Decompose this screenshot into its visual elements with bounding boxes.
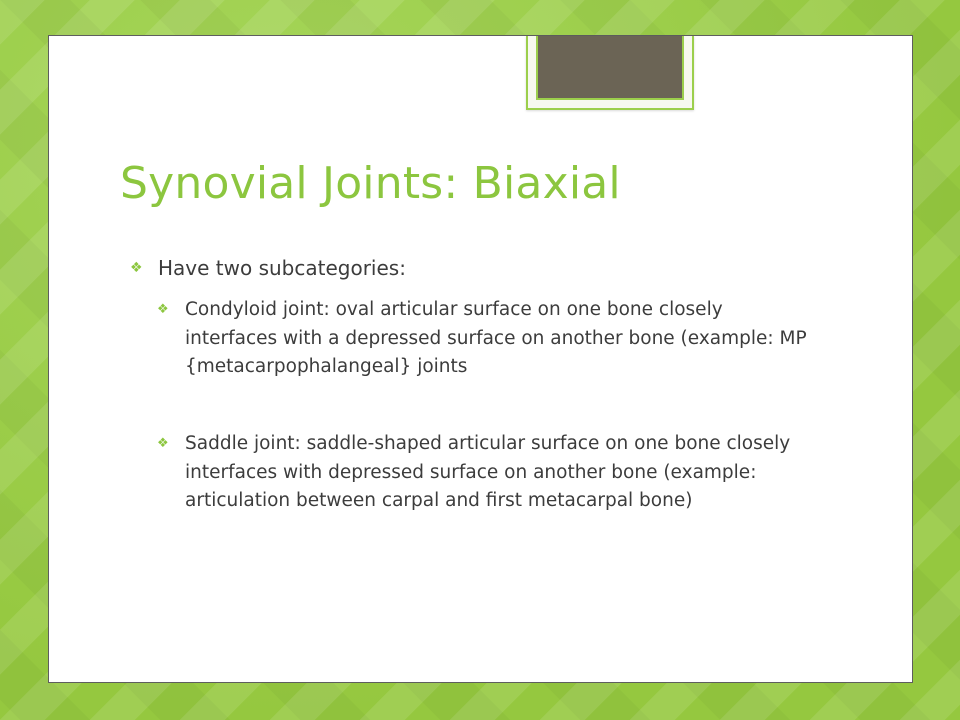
bullet-level-2-saddle <box>157 430 817 516</box>
bullet-marker-icon: ❖ <box>130 260 143 276</box>
bullet-marker-icon: ❖ <box>157 436 169 451</box>
bullet-text: Condyloid joint: oval articular surface on one bone closely interfaces with a depressed surface on another bone (example: MP {metacarpophalangeal} joints <box>185 299 807 377</box>
bullet-marker-icon: ❖ <box>157 302 169 317</box>
bullet-level-2-condyloid <box>157 296 817 382</box>
slide-title: Synovial Joints: Biaxial <box>120 158 621 209</box>
bullet-text: Have two subcategories: <box>158 256 406 280</box>
bullet-text: Saddle joint: saddle-shaped articular surface on one bone closely interfaces with depressed surface on another bone (example: articulation between carpal and first metacarpal bone) <box>185 433 791 511</box>
bullet-level-1 <box>130 252 870 284</box>
